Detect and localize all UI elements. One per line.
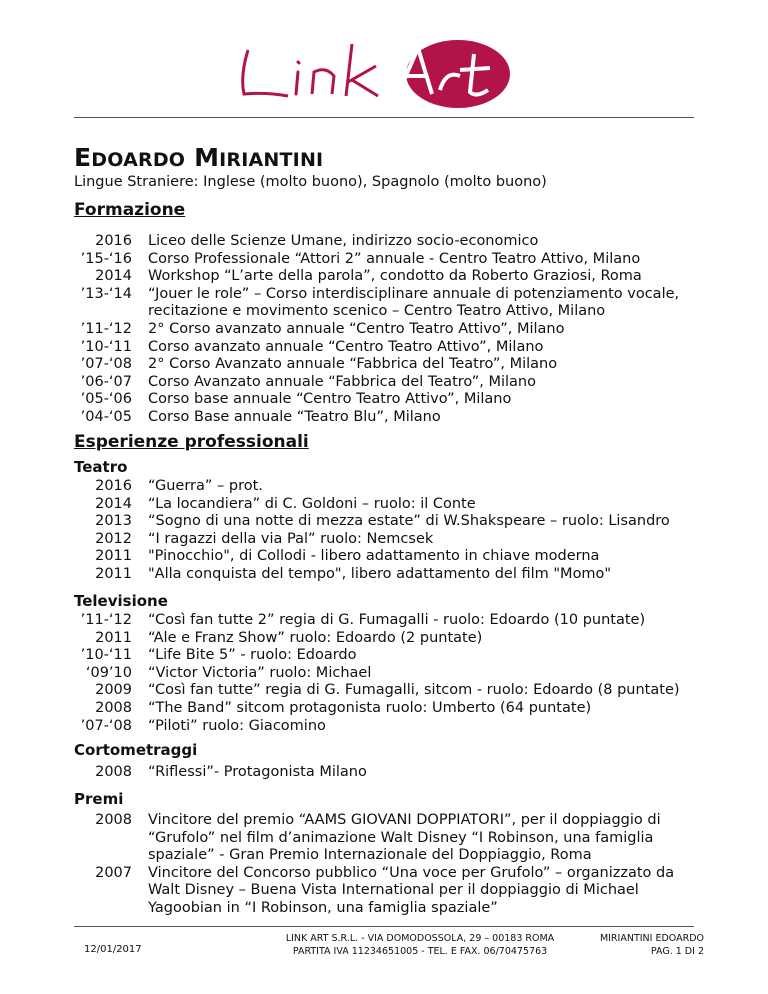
entry-text: “Così fan tutte 2” regia di G. Fumagalli - ruolo: Edoardo (10 puntate) [148, 612, 646, 628]
year: 2014 [95, 268, 132, 285]
list-item [74, 531, 694, 549]
year: 2008 [95, 812, 132, 828]
list-item [74, 496, 694, 514]
list-item [74, 865, 694, 918]
year: ’15-‘16 [80, 250, 132, 267]
year: 2016 [95, 478, 132, 494]
year: ’11-‘12 [80, 612, 132, 628]
televisione-list [74, 612, 694, 735]
footer-company [270, 932, 570, 958]
year: ’07-‘08 [80, 717, 132, 734]
year: ’04-‘05 [80, 408, 132, 425]
list-item [74, 566, 694, 584]
year: ’13-‘14 [80, 285, 132, 302]
entry-text: Liceo delle Scienze Umane, indirizzo socio-economico [148, 233, 539, 249]
list-item [74, 548, 694, 566]
languages-line: Lingue Straniere: Inglese (molto buono), Spagnolo (molto buono) [74, 174, 547, 190]
entry-text: “I ragazzi della via Pal” ruolo: Nemcsek [148, 530, 434, 547]
list-item [74, 286, 694, 321]
entry-text: Corso Avanzato annuale “Fabbrica del Teatro”, Milano [148, 373, 536, 390]
entry-text: 2° Corso avanzato annuale “Centro Teatro Attivo”, Milano [148, 320, 565, 337]
year: 2011 [95, 565, 132, 582]
entry-text: “La locandiera” di C. Goldoni – ruolo: il Conte [148, 495, 476, 512]
year: 2008 [95, 764, 132, 780]
list-item [74, 409, 694, 427]
name-initial-last: M [194, 143, 220, 172]
year: ’10-‘11 [80, 338, 132, 355]
entry-text: Vincitore del Concorso pubblico “Una voce per Grufolo” – organizzato da Walt Disney – Buena Vista International per il doppiaggio di Michael Yagoobian in “I Robinson, una famiglia spaziale” [148, 864, 675, 916]
year: 2011 [95, 548, 132, 565]
cortometraggi-list [74, 764, 694, 782]
formazione-list [74, 233, 694, 427]
entry-text: Workshop “L’arte della parola”, condotto da Roberto Graziosi, Roma [148, 268, 642, 285]
list-item [74, 233, 694, 251]
entry-text: Vincitore del premio “AAMS GIOVANI DOPPIATORI”, per il doppiaggio di “Grufolo” nel film d’animazione Walt Disney “I Robinson, una famiglia spaziale” - Gran Premio Internazionale del Doppiaggio, Roma [148, 812, 661, 864]
subheading-teatro: Teatro [74, 458, 128, 476]
footer-company-line1: LINK ART S.R.L. - VIA DOMODOSSOLA, 29 – 00183 ROMA [285, 933, 555, 944]
year: 2011 [95, 629, 132, 646]
entry-text: "Pinocchio", di Collodi - libero adattamento in chiave moderna [148, 548, 600, 565]
list-item [74, 700, 694, 718]
year: ’06-‘07 [80, 373, 132, 390]
entry-text: “Riflessi”- Protagonista Milano [148, 764, 367, 780]
entry-text: Corso Base annuale “Teatro Blu”, Milano [148, 408, 441, 425]
list-item [74, 612, 694, 630]
list-item [74, 478, 694, 496]
list-item [74, 391, 694, 409]
section-heading-esperienze: Esperienze professionali [74, 432, 309, 452]
entry-text: Corso base annuale “Centro Teatro Attivo”, Milano [148, 391, 512, 408]
section-heading-formazione: Formazione [74, 200, 186, 220]
entry-text: “Jouer le role” – Corso interdisciplinare annuale di potenziamento vocale, recitazione e movimento scenico – Centro Teatro Attivo, Milano [148, 285, 680, 320]
entry-text: “Ale e Franz Show” ruolo: Edoardo (2 puntate) [148, 629, 483, 646]
footer-page-info [600, 932, 704, 958]
year: ’05-‘06 [80, 391, 132, 408]
footer-divider [74, 926, 694, 927]
subheading-televisione: Televisione [74, 592, 168, 610]
year: 2013 [95, 513, 132, 530]
list-item [74, 718, 694, 736]
list-item [74, 682, 694, 700]
year: 2016 [95, 233, 132, 249]
year: 2008 [95, 699, 132, 716]
list-item [74, 374, 694, 392]
person-name [74, 143, 323, 172]
list-item [74, 321, 694, 339]
list-item [74, 764, 694, 782]
list-item [74, 647, 694, 665]
list-item [74, 630, 694, 648]
header-divider [74, 117, 694, 118]
entry-text: “Guerra” – prot. [148, 478, 263, 494]
list-item [74, 356, 694, 374]
footer-company-line2: PARTITA IVA 11234651005 - TEL. E FAX. 06/70475763 [292, 946, 548, 957]
list-item [74, 251, 694, 269]
year: 2007 [95, 864, 132, 881]
entry-text: “Victor Victoria” ruolo: Michael [148, 664, 372, 681]
year: 2014 [95, 495, 132, 512]
year: 2009 [95, 682, 132, 699]
year: ’11-‘12 [80, 320, 132, 337]
entry-text: “Life Bite 5” - ruolo: Edoardo [148, 647, 357, 664]
entry-text: "Alla conquista del tempo", libero adattamento del film "Momo" [148, 565, 612, 582]
subheading-premi: Premi [74, 790, 124, 808]
year: ’10-‘11 [80, 647, 132, 664]
entry-text: Corso Professionale “Attori 2” annuale - Centro Teatro Attivo, Milano [148, 250, 641, 267]
teatro-list [74, 478, 694, 584]
footer-name: MIRIANTINI EDOARDO [599, 933, 704, 944]
subheading-cortometraggi: Cortometraggi [74, 741, 198, 759]
entry-text: 2° Corso Avanzato annuale “Fabbrica del Teatro”, Milano [148, 356, 558, 373]
name-initial-first: E [74, 143, 92, 172]
entry-text: “Piloti” ruolo: Giacomino [148, 717, 326, 734]
list-item [74, 339, 694, 357]
name-last-rest: IRIANTINI [219, 149, 324, 171]
footer-page-number: PAG. 1 DI 2 [650, 946, 704, 957]
entry-text: “Così fan tutte” regia di G. Fumagalli, sitcom - ruolo: Edoardo (8 puntate) [148, 682, 680, 699]
year: 2012 [95, 530, 132, 547]
list-item [74, 665, 694, 683]
list-item [74, 812, 694, 865]
premi-list [74, 812, 694, 918]
entry-text: “Sogno di una notte di mezza estate” di W.Shakspeare – ruolo: Lisandro [148, 513, 670, 530]
entry-text: Corso avanzato annuale “Centro Teatro Attivo”, Milano [148, 338, 544, 355]
footer-date: 12/01/2017 [84, 944, 142, 955]
list-item [74, 513, 694, 531]
name-first-rest: DOARDO [91, 149, 186, 171]
list-item [74, 268, 694, 286]
year: ‘09’10 [85, 664, 132, 681]
link-art-logo [226, 36, 526, 108]
entry-text: “The Band” sitcom protagonista ruolo: Umberto (64 puntate) [148, 699, 592, 716]
year: ’07-‘08 [80, 356, 132, 373]
